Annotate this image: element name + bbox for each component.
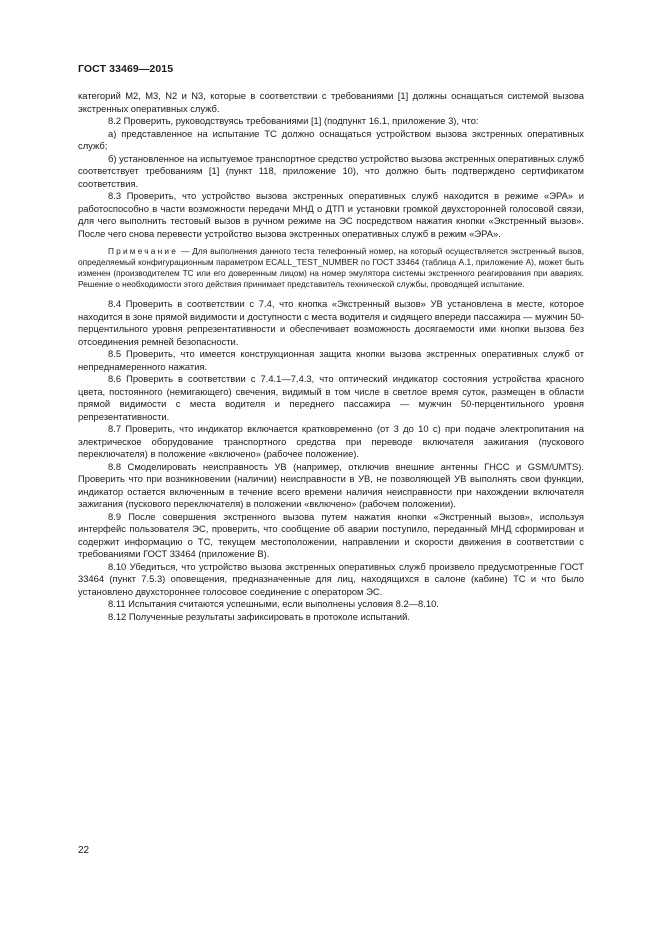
paragraph-8-12: 8.12 Полученные результаты зафиксировать в протоколе испытаний. [108, 610, 410, 622]
paragraph-8-8: 8.8 Смоделировать неисправность УВ (например, отключив внешние антенны ГНСС и GSM/UMTS). Проверить что при возникновении (наличии) неисправности в УВ, не позволяющей УВ выполнять свои функции, индикатор остается включенным в течение всего времени наличия неисправности при нахождении включателя зажигания (пускового переключателя) в положении «включено» (рабочем положении). [78, 460, 584, 509]
paragraph-8-10: 8.10 Убедиться, что устройство вызова экстренных оперативных служб произвело предусмотренные ГОСТ 33464 (пункт 7.5.3) оповещения, предназначенные для лиц, находящихся в салоне (кабине) ТС и что было установлено двухстороннее голосовое соединение с оператором ЭС. [78, 560, 584, 597]
paragraph-8-5: 8.5 Проверить, что имеется конструкционная защита кнопки вызова экстренных оперативных служб от непреднамеренного нажатия. [78, 348, 584, 372]
paragraph-8-9: 8.9 После совершения экстренного вызова путем нажатия кнопки «Экстренный вызов», используя интерфейс пользователя ЭС, проверить, что сообщение об аварии поступило, переданный МНД сформирован и содержит информацию о ТС, текущем местоположении, направлении и скорости движения в соответствии с требованиями ГОСТ 33464 (приложение В). [78, 510, 584, 559]
note-text: — Для выполнения данного теста телефонный номер, на который осуществляется экстренный вызов, определяемый конфигурационным параметром ECALL_TEST_NUMBER по ГОСТ 33464 (таблица А.1, приложение А), может быть изменен (производителем ТС или его доверенным лицом) на номер эмулятора системы экстренного реагирования при авариях. Решение о необходимости этого действия принимает представитель технической службы, проводящей испытание. [78, 246, 584, 289]
paragraph-8-3: 8.3 Проверить, что устройство вызова экстренных оперативных служб находится в режиме «ЭРА» и работоспособно в части возможности передачи МНД о ДТП и установки громкой двухсторонней голосовой связи, для чего выполнить тестовый вызов в ручном режиме на ЭС посредством нажатия кнопки «Экстренный вызов». После чего снова перевести устройство вызова экстренных оперативных служб в режим «ЭРА». [78, 190, 584, 239]
note [78, 246, 584, 290]
paragraph-8-6: 8.6 Проверить в соответствии с 7.4.1—7.4.3, что оптический индикатор состояния устройства красного цвета, постоянного (немигающего) свечения, видимый в том числе в светлое время суток, размещен в области прямой видимости с места водителя и переднего пассажира — мужчин 50-перцентильного уровня репрезентативности. [78, 373, 584, 422]
document-body [78, 90, 584, 623]
page-number: 22 [78, 845, 90, 856]
paragraph-8-2: 8.2 Проверить, руководствуясь требованиями [1] (подпункт 16.1, приложение 3), что: [108, 115, 479, 126]
paragraph-8-7: 8.7 Проверить, что индикатор включается кратковременно (от 3 до 10 с) при подаче электропитания на электрическое оборудование транспортного средства при переводе включателя зажигания (пускового переключателя) в положение «включено» (рабочее положение). [78, 423, 584, 459]
paragraph-8-2-b: б) установленное на испытуемое транспортное средство устройство вызова экстренных оперативных служб соответствует требованиям [1] (пункт 118, приложение 10), что должно быть подтверждено сертификатом соответствия. [78, 152, 584, 189]
document-header: ГОСТ 33469—2015 [78, 63, 174, 75]
paragraph-continuation: категорий M2, M3, N2 и N3, которые в соответствии с требованиями [1] должны оснащаться системой вызова экстренных оперативных служб. [78, 90, 584, 114]
note-label: Примечание [108, 246, 179, 256]
paragraph-8-2-a: а) представленное на испытание ТС должно оснащаться устройством вызова экстренных оперативных служб; [78, 127, 584, 151]
paragraph-8-11: 8.11 Испытания считаются успешными, если выполнены условия 8.2—8.10. [108, 598, 439, 609]
paragraph-8-4: 8.4 Проверить в соответствии с 7.4, что кнопка «Экстренный вызов» УВ установлена в месте, которое находится в зоне прямой видимости и доступности с места водителя и сидящего впереди пассажира — мужчин 50-перцентильного уровня репрезентативности и обеспечивает возможность досягаемости ими кнопки вызова без отсоединения ремней безопасности. [78, 298, 584, 347]
